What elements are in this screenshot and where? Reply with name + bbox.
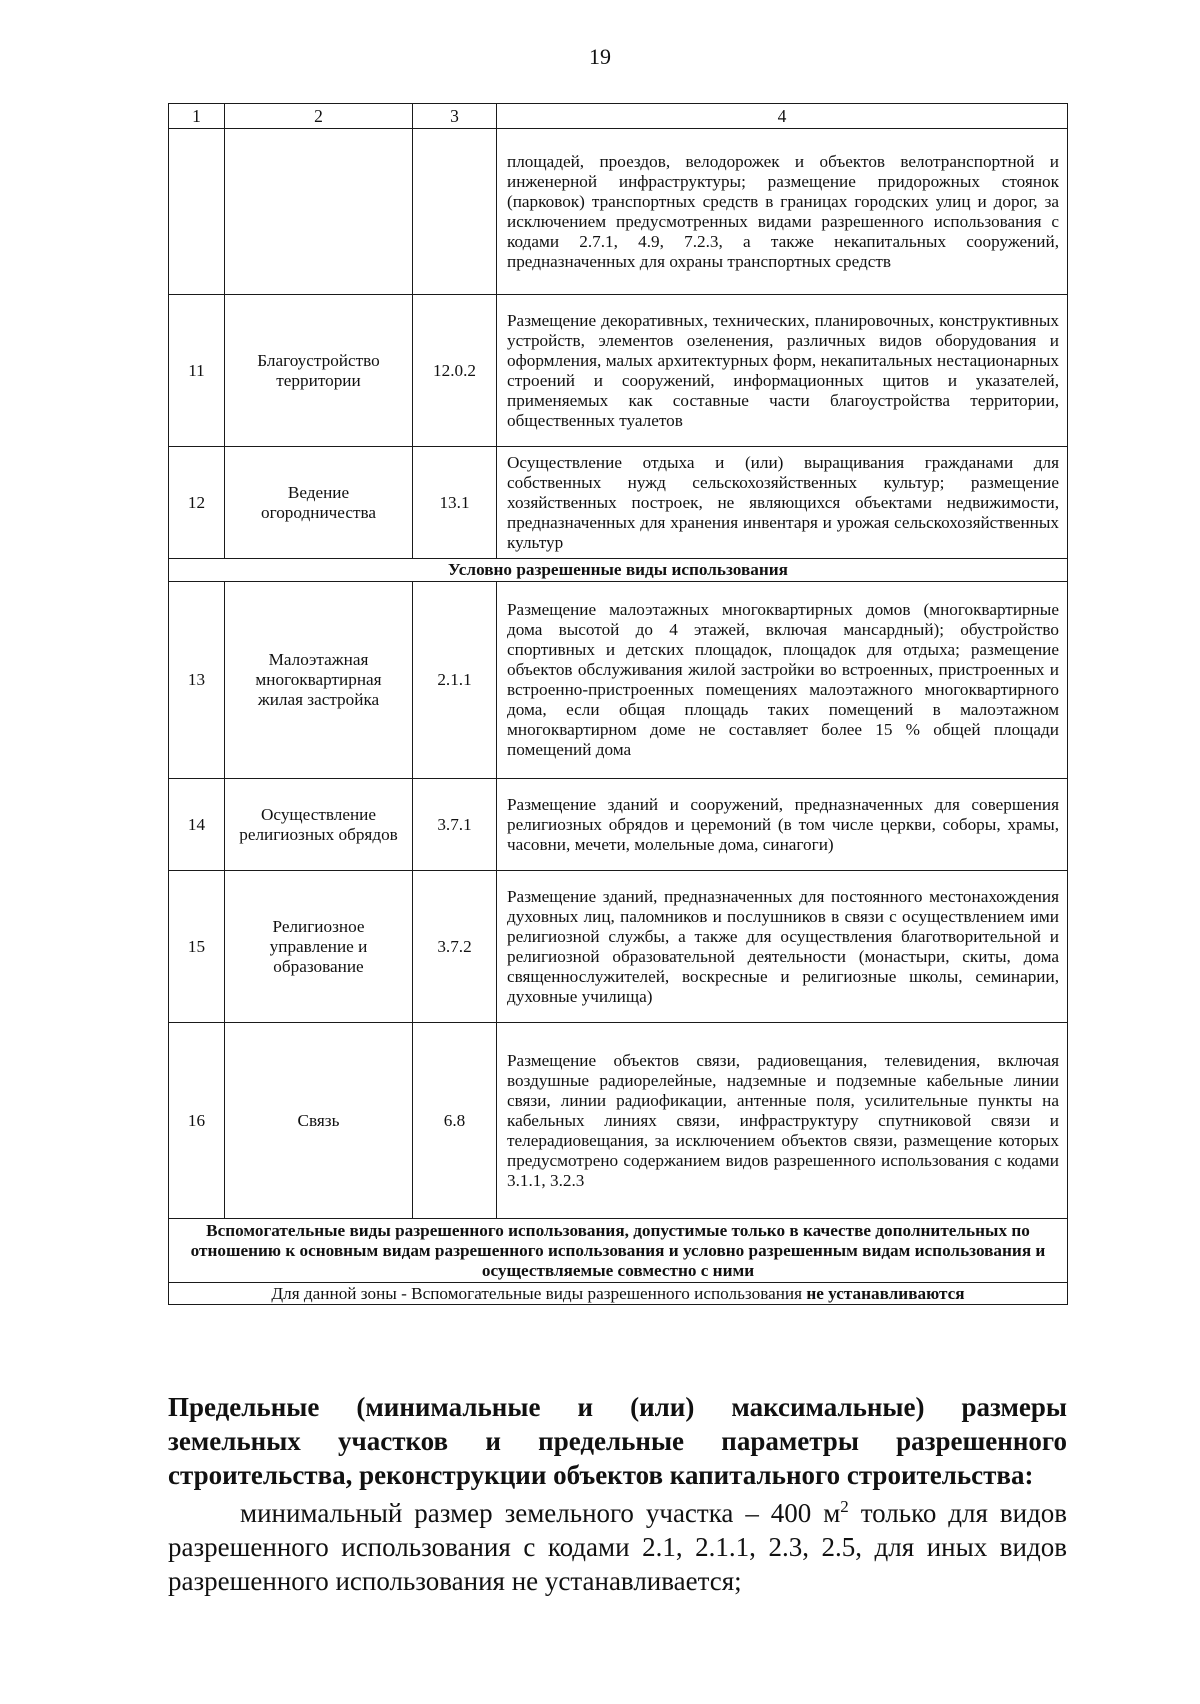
row-use-code — [413, 129, 497, 295]
table-row — [169, 295, 1068, 447]
auxiliary-note — [169, 1283, 1068, 1305]
paragraph-text-continued: только для видов разрешенного использования с кодами 2.1, 2.1.1, 2.3, 2.5, для иных видов разрешенного использования не устанавливается; — [168, 1498, 1068, 1596]
page-number: 19 — [589, 44, 611, 69]
table-row — [169, 582, 1068, 779]
heading-line: земельных участков и предельные параметры разрешенного — [168, 1426, 1067, 1456]
row-use-code: 2.1.1 — [413, 582, 497, 779]
row-use-code: 3.7.2 — [413, 871, 497, 1023]
header-col-3: 3 — [413, 104, 497, 129]
permitted-use-table — [168, 103, 1068, 1305]
row-description: Размещение малоэтажных многоквартирных домов (многоквартирные дома высотой до 4 этажей, включая мансардный); обустройство спортивных и детских площадок, площадок для отдыха; размещение объектов обслуживания жилой застройки во встроенных, пристроенных и встроенно-пристроенных помещениях малоэтажного многоквартирного дома, если общая площадь таких помещений в малоэтажном многоквартирном доме не составляет более 15 % общей площади помещений дома — [497, 582, 1068, 779]
row-use-name: Малоэтажная многоквартирная жилая застройка — [225, 582, 413, 779]
heading-line: строительства, реконструкции объектов капитального строительства: — [168, 1460, 1034, 1490]
section-auxiliary-title: Вспомогательные виды разрешенного использования, допустимые только в качестве дополнительных по отношению к основным видам разрешенного использования и условно разрешенным видам использования и осуществляемые совместно с ними — [169, 1219, 1068, 1283]
paragraph-text: минимальный размер земельного участка – 400 м — [240, 1498, 841, 1528]
auxiliary-note-emphasis: не устанавливаются — [806, 1283, 965, 1303]
table-row — [169, 871, 1068, 1023]
header-col-4: 4 — [497, 104, 1068, 129]
row-use-name: Благоустройство территории — [225, 295, 413, 447]
table-row — [169, 129, 1068, 295]
row-number: 16 — [169, 1023, 225, 1219]
row-number — [169, 129, 225, 295]
table-row — [169, 779, 1068, 871]
row-description: Осуществление отдыха и (или) выращивания гражданами для собственных нужд сельскохозяйственных культур; размещение хозяйственных построек, не являющихся объектами недвижимости, предназначенных для хранения инвентаря и урожая сельскохозяйственных культур — [497, 447, 1068, 559]
row-number: 13 — [169, 582, 225, 779]
row-description: площадей, проездов, велодорожек и объектов велотранспортной и инженерной инфраструктуры; размещение придорожных стоянок (парковок) транспортных средств в границах городских улиц и дорог, за исключением предусмотренных видами разрешенного использования с кодами 2.7.1, 4.9, 7.2.3, а также некапитальных сооружений, предназначенных для охраны транспортных средств — [497, 129, 1068, 295]
header-col-2: 2 — [225, 104, 413, 129]
row-use-code: 3.7.1 — [413, 779, 497, 871]
row-use-code: 12.0.2 — [413, 295, 497, 447]
min-plot-size-paragraph — [168, 1496, 1067, 1598]
row-description: Размещение зданий, предназначенных для постоянного местонахождения духовных лиц, паломников и послушников в связи с осуществлением ими религиозной службы, а также для осуществления благотворительной и религиозной образовательной деятельности (монастыри, скиты, дома священнослужителей, воскресные и религиозные школы, семинарии, духовные училища) — [497, 871, 1068, 1023]
auxiliary-note-text: Для данной зоны - Вспомогательные виды разрешенного использования — [271, 1283, 807, 1303]
row-use-name: Религиозное управление и образование — [225, 871, 413, 1023]
unit-superscript: 2 — [840, 1497, 849, 1516]
heading-line: Предельные (минимальные и (или) максимальные) размеры — [168, 1392, 1067, 1422]
table-row — [169, 1023, 1068, 1219]
table-header-row — [169, 104, 1068, 129]
row-use-name: Ведение огородничества — [225, 447, 413, 559]
row-use-code: 13.1 — [413, 447, 497, 559]
row-description: Размещение зданий и сооружений, предназначенных для совершения религиозных обрядов и церемоний (в том числе церкви, соборы, храмы, часовни, мечети, молельные дома, синагоги) — [497, 779, 1068, 871]
row-use-name — [225, 129, 413, 295]
row-use-name: Осуществление религиозных обрядов — [225, 779, 413, 871]
table-row — [169, 447, 1068, 559]
row-use-code: 6.8 — [413, 1023, 497, 1219]
section-conditional-title: Условно разрешенные виды использования — [169, 559, 1068, 582]
row-number: 15 — [169, 871, 225, 1023]
section-heading — [168, 1390, 1067, 1492]
row-number: 12 — [169, 447, 225, 559]
section-row — [169, 1219, 1068, 1283]
auxiliary-note-row — [169, 1283, 1068, 1305]
row-number: 11 — [169, 295, 225, 447]
row-description: Размещение декоративных, технических, планировочных, конструктивных устройств, элементов озеленения, различных видов оборудования и оформления, малых архитектурных форм, некапитальных нестационарных строений и сооружений, информационных щитов и указателей, применяемых как составные части благоустройства территории, общественных туалетов — [497, 295, 1068, 447]
row-number: 14 — [169, 779, 225, 871]
header-col-1: 1 — [169, 104, 225, 129]
row-use-name: Связь — [225, 1023, 413, 1219]
row-description: Размещение объектов связи, радиовещания, телевидения, включая воздушные радиорелейные, надземные и подземные кабельные линии связи, линии радиофикации, антенные поля, усилительные пункты на кабельных линиях связи, инфраструктуру спутниковой связи и телерадиовещания, за исключением объектов связи, размещение которых предусмотрено содержанием видов разрешенного использования с кодами 3.1.1, 3.2.3 — [497, 1023, 1068, 1219]
section-row — [169, 559, 1068, 582]
